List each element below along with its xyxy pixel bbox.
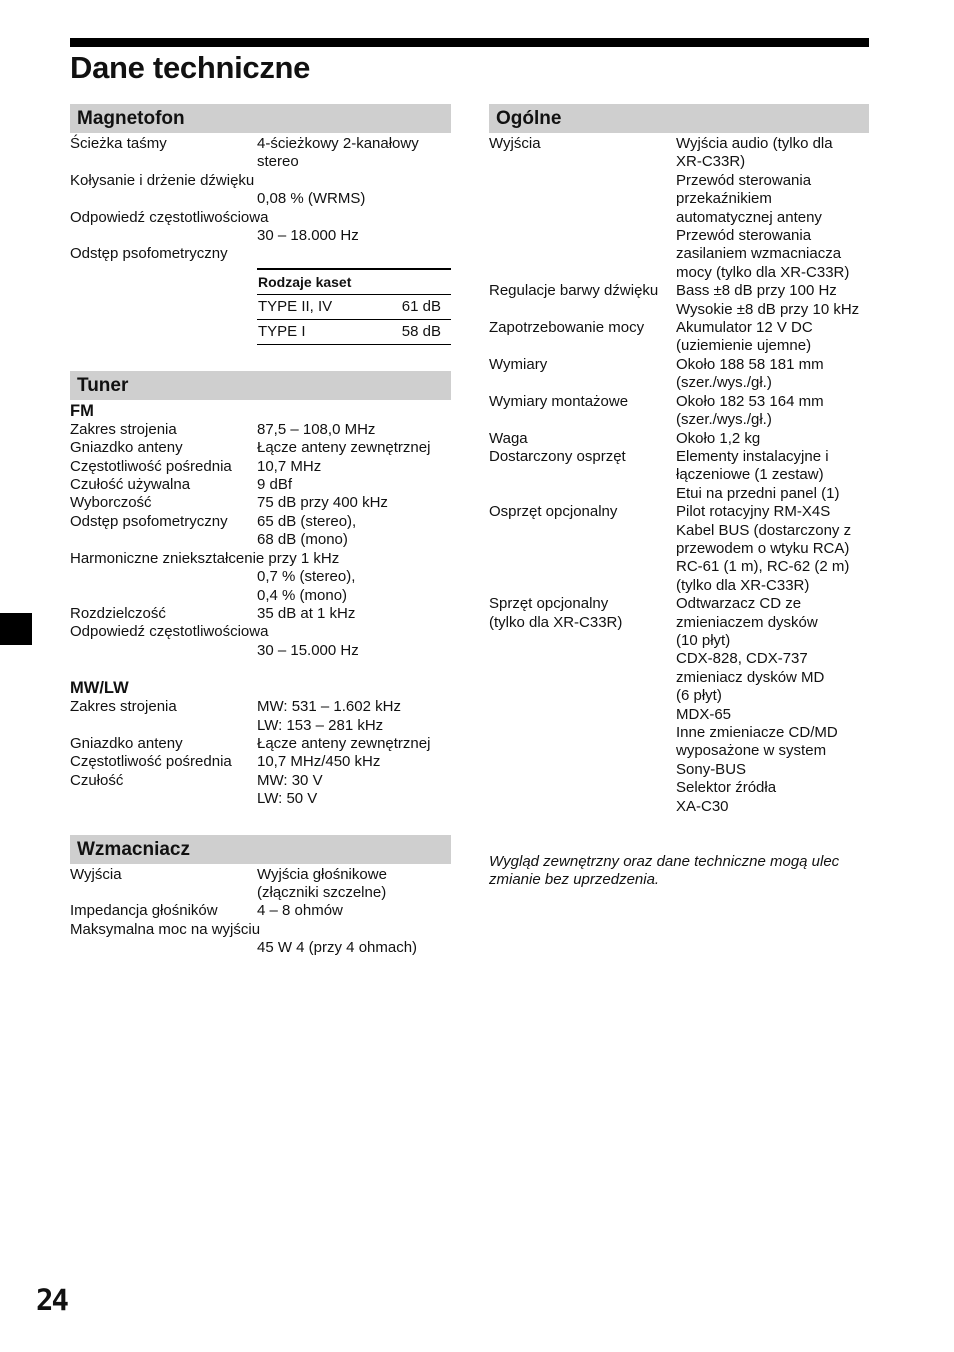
spec-row <box>489 448 869 503</box>
page-number: 24 <box>36 1283 67 1317</box>
spec-value: 45 W 4 (przy 4 ohmach) <box>257 939 418 957</box>
spec-row <box>489 430 869 448</box>
table-cell-value: 58 dB <box>401 322 441 340</box>
spec-label: Zakres strojenia <box>70 698 177 716</box>
table-cell-value: 61 dB <box>401 297 441 315</box>
spec-row <box>70 135 451 172</box>
spec-value: 9 dBf <box>257 476 293 494</box>
spec-label: Impedancja głośników <box>70 902 218 920</box>
spec-value: Około 182 53 164 mm (szer./wys./gł.) <box>676 392 824 429</box>
spec-value: MW: 531 – 1.602 kHz LW: 153 – 281 kHz <box>257 698 401 734</box>
spec-row <box>70 421 451 439</box>
spec-row <box>70 753 451 771</box>
section-tab-marker <box>0 613 32 645</box>
spec-row <box>70 172 451 190</box>
page-title: Dane techniczne <box>70 50 311 85</box>
spec-value: 75 dB przy 400 kHz <box>257 494 388 512</box>
section-heading: Tuner <box>70 371 451 400</box>
spec-row <box>70 939 451 957</box>
spec-label: Odstęp psofometryczny <box>70 512 228 530</box>
spec-label: Regulacje barwy dźwięku <box>489 282 659 300</box>
spec-row <box>489 135 869 282</box>
spec-row <box>70 458 451 476</box>
spec-value: Wyjścia głośnikowe (złączniki szczelne) <box>257 865 387 901</box>
subsection-heading-mwlw: MW/LW <box>70 679 129 698</box>
spec-value: Pilot rotacyjny RM-X4S Kabel BUS (dostarczony z przewodem o wtyku RCA) RC-61 (1 m), RC-62 (2 m) (tylko dla XR-C33R) <box>676 503 852 594</box>
table-row <box>257 320 451 345</box>
section-ogolne <box>489 104 869 816</box>
spec-label: Wyjścia <box>489 135 541 152</box>
spec-label: Maksymalna moc na wyjściu <box>70 920 261 938</box>
spec-value: 65 dB (stereo), 68 dB (mono) <box>257 512 357 549</box>
spec-value: Łącze anteny zewnętrznej <box>257 439 431 457</box>
spec-value: Odtwarzacz CD ze zmieniaczem dysków (10 płyt) CDX-828, CDX-737 zmieniacz dysków MD (6 płyt) MDX-65 Inne zmieniacze CD/MD wyposażone w system Sony-BUS Selektor źródła XA-C30 <box>676 595 838 815</box>
spec-row <box>70 568 451 605</box>
spec-value: Akumulator 12 V DC (uziemienie ujemne) <box>676 319 813 355</box>
spec-label: Zakres strojenia <box>70 420 177 438</box>
section-heading: Ogólne <box>489 104 869 133</box>
spec-row <box>70 190 451 208</box>
spec-row <box>70 550 451 568</box>
spec-row <box>70 921 451 939</box>
spec-row <box>489 282 869 319</box>
spec-row <box>489 356 869 393</box>
section-heading: Wzmacniacz <box>70 835 451 864</box>
spec-value: Około 1,2 kg <box>676 429 761 447</box>
spec-value: Około 188 58 181 mm (szer./wys./gł.) <box>676 355 824 392</box>
spec-label: Rozdzielczość <box>70 604 166 622</box>
section-heading: Magnetofon <box>70 104 451 133</box>
spec-label: Częstotliwość pośrednia <box>70 753 232 771</box>
spec-row <box>489 393 869 430</box>
spec-row <box>70 476 451 494</box>
spec-label: Osprzęt opcjonalny <box>489 503 618 521</box>
spec-value: 4 – 8 ohmów <box>257 902 343 920</box>
subsection-heading-fm: FM <box>70 401 94 420</box>
table-row <box>257 295 451 320</box>
disclaimer-note: Wygląd zewnętrzny oraz dane techniczne mogą ulec zmianie bez uprzedzenia. <box>489 853 840 889</box>
spec-label: Czułość używalna <box>70 476 191 494</box>
spec-value: Łącze anteny zewnętrznej <box>257 734 431 752</box>
spec-row <box>489 595 869 816</box>
spec-row <box>70 513 451 550</box>
spec-value: 10,7 MHz <box>257 457 322 475</box>
spec-label: Dostarczony osprzęt <box>489 447 626 465</box>
spec-value: 87,5 – 108,0 MHz <box>257 420 376 438</box>
spec-row <box>70 439 451 457</box>
table-cell-type: TYPE I <box>258 322 306 340</box>
right-column <box>489 104 869 842</box>
cassette-type-table <box>257 268 451 345</box>
spec-label: Czułość <box>70 771 124 789</box>
spec-label: Wyjścia <box>70 865 122 883</box>
spec-label: Wymiary <box>489 355 548 373</box>
top-rule <box>70 38 869 47</box>
spec-row <box>489 503 869 595</box>
spec-label: Kołysanie i drżenie dźwięku <box>70 171 255 189</box>
spec-label: Odpowiedź częstotliwościowa <box>70 623 269 641</box>
spec-row <box>70 623 451 641</box>
spec-value: 35 dB at 1 kHz <box>257 604 356 622</box>
spec-value: 0,08 % (WRMS) <box>257 190 366 208</box>
spec-label: Harmoniczne zniekształcenie przy 1 kHz <box>70 549 340 567</box>
spec-row <box>70 772 451 809</box>
left-column <box>70 104 451 984</box>
spec-label: Wymiary montażowe <box>489 392 629 410</box>
section-wzmacniacz <box>70 835 451 958</box>
spec-label: Ścieżka taśmy <box>70 135 167 152</box>
section-tuner <box>70 371 451 809</box>
spec-value: Wyjścia audio (tylko dla XR-C33R) Przewód sterowania przekaźnikiem automatycznej anteny Przewód sterowania zasilaniem wzmacniacza mocy (tylko dla XR-C33R) <box>676 135 850 281</box>
table-cell-type: TYPE II, IV <box>258 297 333 315</box>
spec-value: Bass ±8 dB przy 100 Hz Wysokie ±8 dB przy 10 kHz <box>676 282 860 318</box>
spec-value: 30 – 15.000 Hz <box>257 641 359 659</box>
spec-row <box>70 494 451 512</box>
spec-value: 30 – 18.000 Hz <box>257 227 359 245</box>
spec-value: 10,7 MHz/450 kHz <box>257 753 381 771</box>
spec-label: Zapotrzebowanie mocy <box>489 319 645 337</box>
spec-value: Elementy instalacyjne i łączeniowe (1 zestaw) Etui na przedni panel (1) <box>676 447 840 502</box>
spec-row <box>70 642 451 660</box>
spec-row <box>489 319 869 356</box>
section-magnetofon <box>70 104 451 345</box>
spec-row <box>70 866 451 903</box>
spec-label: Odpowiedź częstotliwościowa <box>70 208 269 226</box>
spec-value: 4-ścieżkowy 2-kanałowy stereo <box>257 135 419 171</box>
spec-label: Waga <box>489 429 528 447</box>
spec-row <box>70 902 451 920</box>
spec-row <box>70 698 451 735</box>
spec-label: Gniazdko anteny <box>70 439 183 457</box>
spec-label: Wyborczość <box>70 494 152 512</box>
spec-label: Sprzęt opcjonalny (tylko dla XR-C33R) <box>489 595 623 631</box>
spec-row <box>70 605 451 623</box>
spec-row <box>70 209 451 227</box>
spec-label: Gniazdko anteny <box>70 734 183 752</box>
spec-row <box>70 245 451 263</box>
spec-label: Częstotliwość pośrednia <box>70 457 232 475</box>
spec-value: 0,7 % (stereo), 0,4 % (mono) <box>257 568 356 604</box>
spec-value: MW: 30 V LW: 50 V <box>257 771 323 808</box>
spec-row <box>70 227 451 245</box>
spec-label: Odstęp psofometryczny <box>70 245 228 263</box>
spec-row <box>70 735 451 753</box>
table-header: Rodzaje kaset <box>257 270 451 295</box>
